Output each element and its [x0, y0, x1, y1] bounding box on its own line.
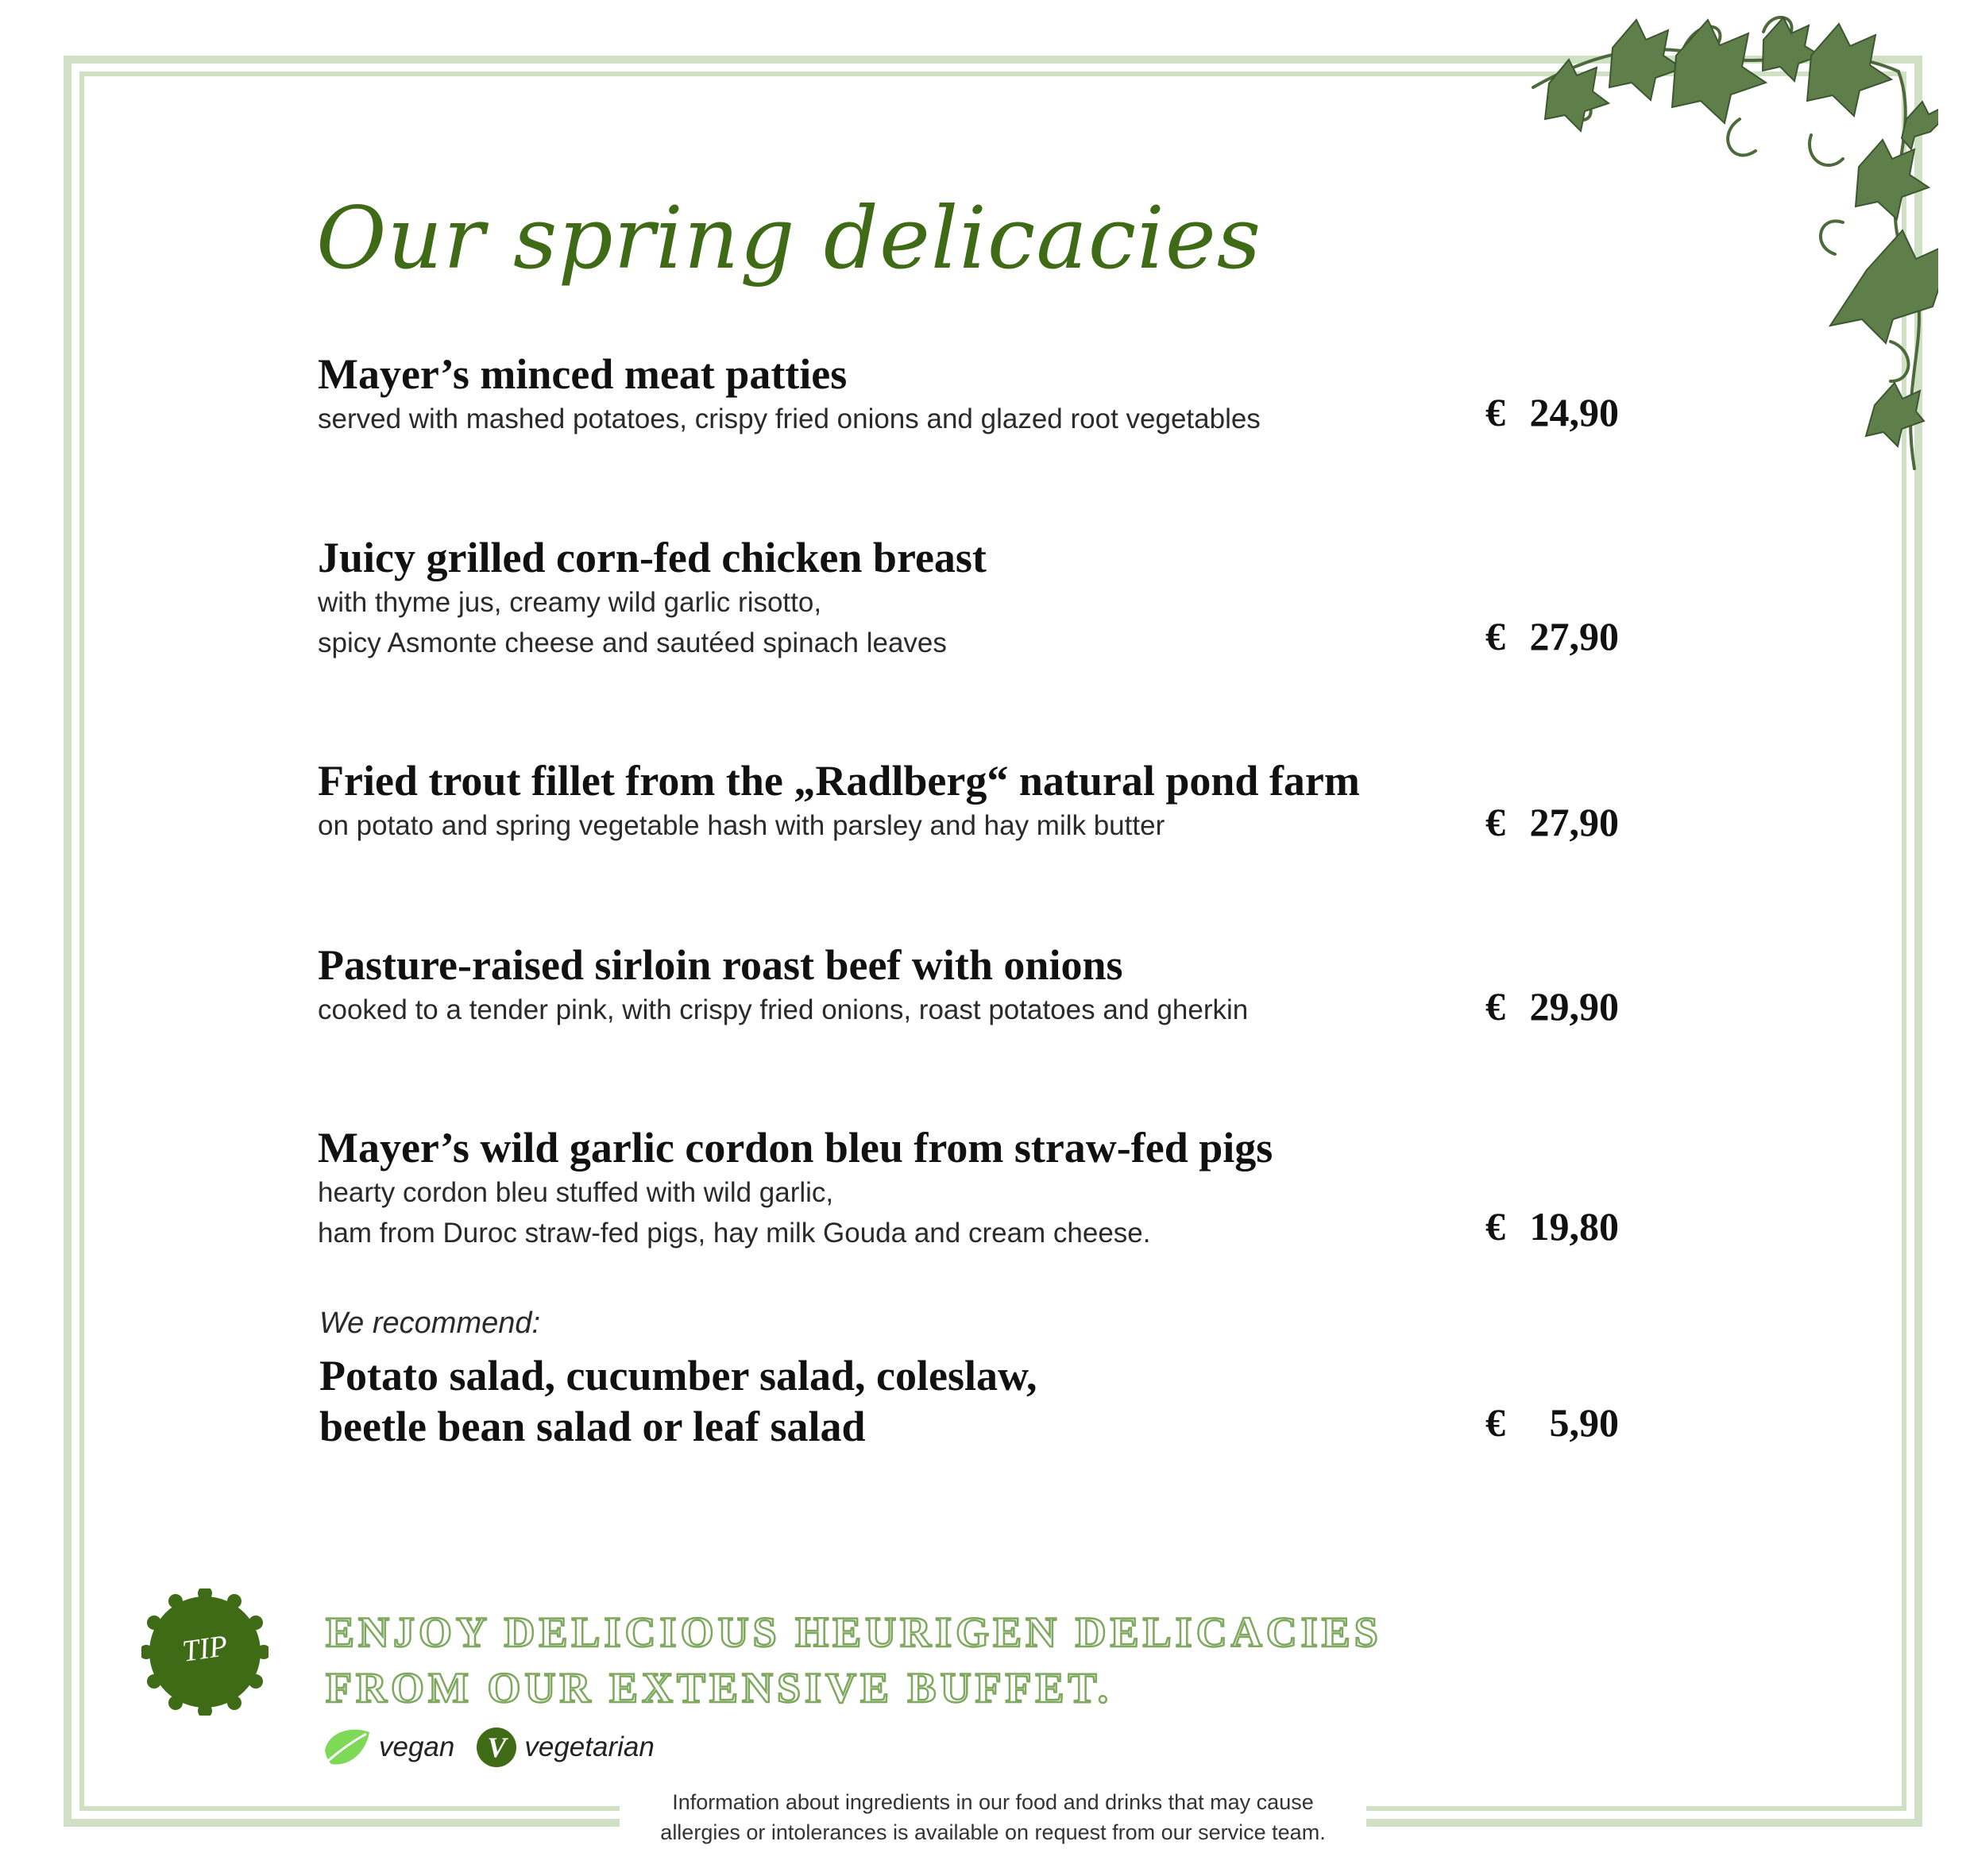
allergy-line: Information about ingredients in our food and drinks that may cause: [672, 1790, 1314, 1814]
menu-item-price: [1485, 799, 1619, 845]
menu-item-description: ham from Duroc straw-fed pigs, hay milk Gouda and cream cheese.: [318, 1218, 1151, 1249]
price-value: 29,90: [1529, 984, 1619, 1029]
diet-legend: [322, 1724, 655, 1771]
menu-item-description: hearty cordon bleu stuffed with wild garlic,: [318, 1177, 834, 1208]
tip-label: TIP: [180, 1629, 230, 1669]
menu-item: [318, 533, 1636, 663]
recommend-line: Potato salad, cucumber salad, coleslaw,: [319, 1352, 1037, 1399]
recommend-line: beetle bean salad or leaf salad: [319, 1403, 866, 1450]
buffet-note: [326, 1604, 1382, 1716]
menu-item: [318, 1123, 1636, 1253]
recommend-price: [1485, 1399, 1619, 1446]
price-value: 24,90: [1529, 390, 1619, 434]
menu-item-name: Juicy grilled corn-fed chicken breast: [318, 534, 987, 581]
leaf-icon: [322, 1726, 373, 1769]
recommend-sides: [319, 1350, 1037, 1452]
price-value: 27,90: [1529, 614, 1619, 658]
menu-item-description: on potato and spring vegetable hash with parsley and hay milk butter: [318, 810, 1165, 841]
menu-item-description: served with mashed potatoes, crispy fried onions and glazed root vegetables: [318, 403, 1261, 434]
buffet-line: FROM OUR EXTENSIVE BUFFET.: [326, 1664, 1113, 1712]
currency-symbol: €: [1485, 1400, 1505, 1445]
menu-item-name: Mayer’s wild garlic cordon bleu from straw-fed pigs: [318, 1124, 1273, 1172]
menu-item-price: [1485, 389, 1619, 435]
menu-item: [318, 349, 1636, 439]
menu-item-name: Pasture-raised sirloin roast beef with onions: [318, 941, 1123, 989]
recommend-label: We recommend:: [319, 1307, 541, 1340]
vegan-label: vegan: [379, 1731, 455, 1762]
menu-item-description: with thyme jus, creamy wild garlic risotto,: [318, 587, 822, 618]
menu-item-name: Mayer’s minced meat patties: [318, 350, 848, 398]
menu-item-description: spicy Asmonte cheese and sautéed spinach leaves: [318, 627, 947, 658]
menu-item: [318, 756, 1636, 846]
currency-symbol: €: [1485, 614, 1505, 658]
menu-item-name: Fried trout fillet from the „Radlberg“ natural pond farm: [318, 757, 1360, 805]
price-value: 27,90: [1529, 800, 1619, 844]
tip-badge: [141, 1588, 268, 1716]
currency-symbol: €: [1485, 984, 1505, 1029]
currency-symbol: €: [1485, 390, 1505, 434]
page-title: Our spring delicacies: [316, 189, 1262, 288]
menu-item-description: cooked to a tender pink, with crispy fried onions, roast potatoes and gherkin: [318, 994, 1249, 1025]
price-value: 5,90: [1549, 1400, 1619, 1445]
allergy-notice: [628, 1787, 1358, 1847]
allergy-line: allergies or intolerances is available on request from our service team.: [660, 1820, 1326, 1844]
currency-symbol: €: [1485, 1204, 1505, 1249]
menu-item-price: [1485, 1203, 1619, 1249]
buffet-line: ENJOY DELICIOUS HEURIGEN DELICACIES: [326, 1608, 1382, 1656]
currency-symbol: €: [1485, 800, 1505, 844]
menu-item-price: [1485, 613, 1619, 659]
menu-item: [318, 940, 1636, 1030]
vegetarian-label: vegetarian: [524, 1731, 655, 1762]
menu-item-price: [1485, 983, 1619, 1029]
price-value: 19,80: [1529, 1204, 1619, 1249]
vegetarian-icon: V: [477, 1727, 516, 1767]
